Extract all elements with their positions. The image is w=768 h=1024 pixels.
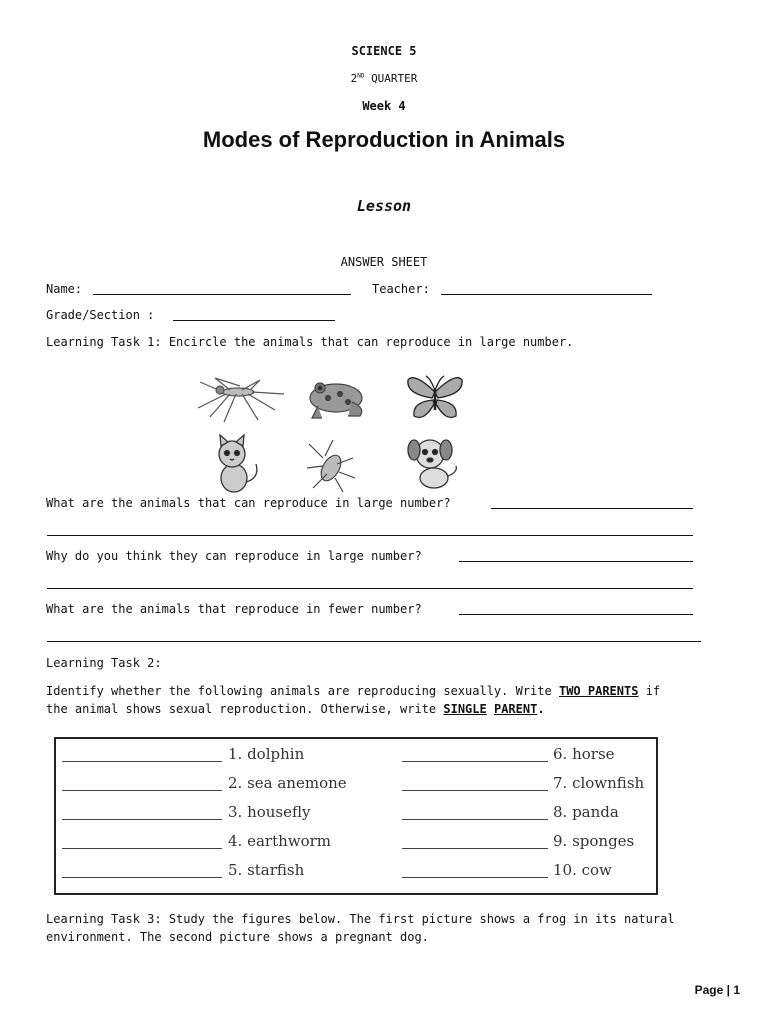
frog-icon[interactable] <box>300 372 372 428</box>
answer-sheet-heading: ANSWER SHEET <box>340 255 428 269</box>
task2-instruction-part-b: if <box>645 684 661 698</box>
dog-icon[interactable] <box>402 432 462 492</box>
lesson-label: Lesson <box>356 197 412 215</box>
task1-answer-2-field[interactable] <box>459 550 693 562</box>
item-7-answer-line[interactable] <box>402 790 548 791</box>
item-4-answer-line[interactable] <box>62 848 222 849</box>
item-9-label: 9. sponges <box>553 832 635 850</box>
page-number: Page | 1 <box>694 983 740 997</box>
item-3-label: 3. housefly <box>228 803 311 821</box>
task2-heading: Learning Task 2: <box>46 656 162 670</box>
item-5-label: 5. starfish <box>228 861 305 879</box>
item-6-answer-line[interactable] <box>402 761 548 762</box>
task1-answer-1-field[interactable] <box>491 497 693 509</box>
quarter-number: 2 <box>350 72 358 85</box>
quarter-word: QUARTER <box>371 72 418 85</box>
item-5-answer-line[interactable] <box>62 877 222 878</box>
name-field[interactable] <box>93 283 351 295</box>
subject-heading: SCIENCE 5 <box>351 44 417 58</box>
item-8-answer-line[interactable] <box>402 819 548 820</box>
item-8-label: 8. panda <box>553 803 619 821</box>
task3-line-1: Learning Task 3: Study the figures below. The first picture shows a frog in its natural <box>46 912 675 926</box>
task3-line-2: environment. The second picture shows a pregnant dog. <box>46 930 429 944</box>
mosquito-icon[interactable] <box>190 372 286 424</box>
task1-instruction: Learning Task 1: Encircle the animals that can reproduce in large number. <box>46 335 574 349</box>
task2-instruction <box>46 682 746 718</box>
grade-section-field[interactable] <box>173 309 335 321</box>
name-label: Name: <box>46 282 83 296</box>
week-heading: Week 4 <box>362 99 406 113</box>
item-3-answer-line[interactable] <box>62 819 222 820</box>
item-10-answer-line[interactable] <box>402 877 548 878</box>
item-10-label: 10. cow <box>553 861 612 879</box>
item-4-label: 4. earthworm <box>228 832 332 850</box>
task2-instruction-part-a: Identify whether the following animals are reproducing sexually. Write <box>46 684 552 698</box>
task1-question-3: What are the animals that reproduce in fewer number? <box>46 602 422 616</box>
cat-icon[interactable] <box>206 434 266 494</box>
cockroach-icon[interactable] <box>303 438 359 494</box>
item-2-label: 2. sea anemone <box>228 774 347 792</box>
task2-answer-box <box>54 737 658 895</box>
butterfly-icon[interactable] <box>404 372 466 426</box>
task1-question-1: What are the animals that can reproduce in large number? <box>46 496 451 510</box>
task1-answer-2-line[interactable] <box>47 588 693 589</box>
item-9-answer-line[interactable] <box>402 848 548 849</box>
task1-answer-3-line[interactable] <box>47 641 701 642</box>
two-parents-keyword: TWO PARENTS <box>558 684 639 698</box>
quarter-heading <box>0 72 768 85</box>
task1-answer-1-line[interactable] <box>47 535 693 536</box>
item-1-label: 1. dolphin <box>228 745 305 763</box>
item-6-label: 6. horse <box>553 745 615 763</box>
quarter-superscript: ND <box>357 72 365 80</box>
item-1-answer-line[interactable] <box>62 761 222 762</box>
item-2-answer-line[interactable] <box>62 790 222 791</box>
teacher-field[interactable] <box>441 283 652 295</box>
task1-question-2: Why do you think they can reproduce in large number? <box>46 549 422 563</box>
task2-period: . <box>537 702 545 716</box>
grade-section-label: Grade/Section : <box>46 308 155 322</box>
task1-answer-3-field[interactable] <box>459 603 693 615</box>
single-keyword: SINGLE <box>443 702 487 716</box>
page-title: Modes of Reproduction in Animals <box>202 127 566 152</box>
task2-instruction-part-c: the animal shows sexual reproduction. Otherwise, write <box>46 702 437 716</box>
item-7-label: 7. clownfish <box>553 774 645 792</box>
teacher-label: Teacher: <box>372 282 430 296</box>
parent-keyword: PARENT <box>493 702 538 716</box>
